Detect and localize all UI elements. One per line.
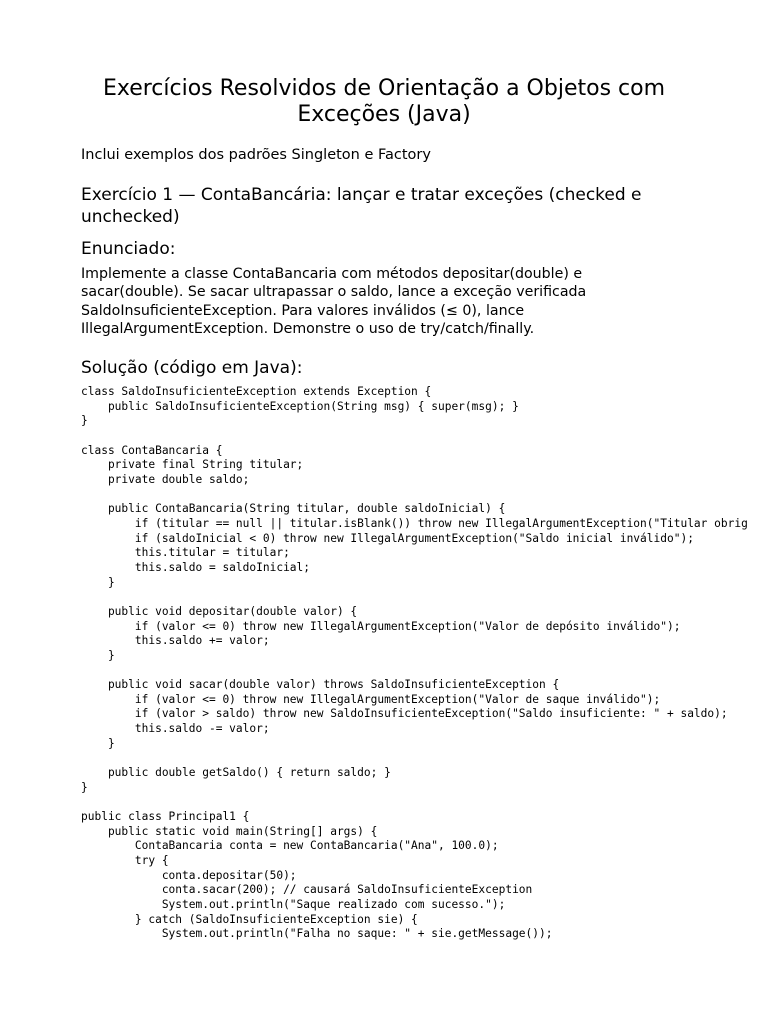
- statement-text: Implemente a classe ContaBancaria com métodos depositar(double) e sacar(double). Se sacar ultrapassar o saldo, lance a exceção verificada SaldoInsuficienteException. Para valores inválidos (≤ 0), lance IllegalArgumentException. Demonstre o uso de try/catch/finally.: [81, 266, 587, 338]
- document-subtitle: Inclui exemplos dos padrões Singleton e Factory: [81, 147, 431, 163]
- code-block: class SaldoInsuficienteException extends Exception { public SaldoInsuficienteException(String msg) { super(msg); } } class ContaBancaria { private final String titular; private double saldo; public ContaBancaria(String titular, double saldoInicial) { if (titular == null || titular.isBlank()) throw new IllegalArgumentException("Titular obrig if (saldoInicial < 0) throw new IllegalArgumentException("Saldo inicial inválido"); this.titular = titular; this.saldo = saldoInicial; } public void depositar(double valor) { if (valor <= 0) throw new IllegalArgumentException("Valor de depósito inválido"); this.saldo += valor; } public void sacar(double valor) throws SaldoInsuficienteException { if (valor <= 0) throw new IllegalArgumentException("Valor de saque inválido"); if (valor > saldo) throw new SaldoInsuficienteException("Saldo insuficiente: " + saldo); this.saldo -= valor; } public double getSaldo() { return saldo; } } public class Principal1 { public static void main(String[] args) { ContaBancaria conta = new ContaBancaria("Ana", 100.0); try { conta.depositar(50); conta.sacar(200); // causará SaldoInsuficienteException System.out.println("Saque realizado com sucesso."); } catch (SaldoInsuficienteException sie) { System.out.println("Falha no saque: " + sie.getMessage());: [81, 385, 748, 941]
- document-title: Exercícios Resolvidos de Orientação a Objetos com Exceções (Java): [102, 76, 666, 127]
- solution-heading: Solução (código em Java):: [81, 358, 303, 378]
- statement-heading: Enunciado:: [81, 239, 176, 259]
- exercise-heading: Exercício 1 — ContaBancária: lançar e tratar exceções (checked e unchecked): [81, 185, 642, 227]
